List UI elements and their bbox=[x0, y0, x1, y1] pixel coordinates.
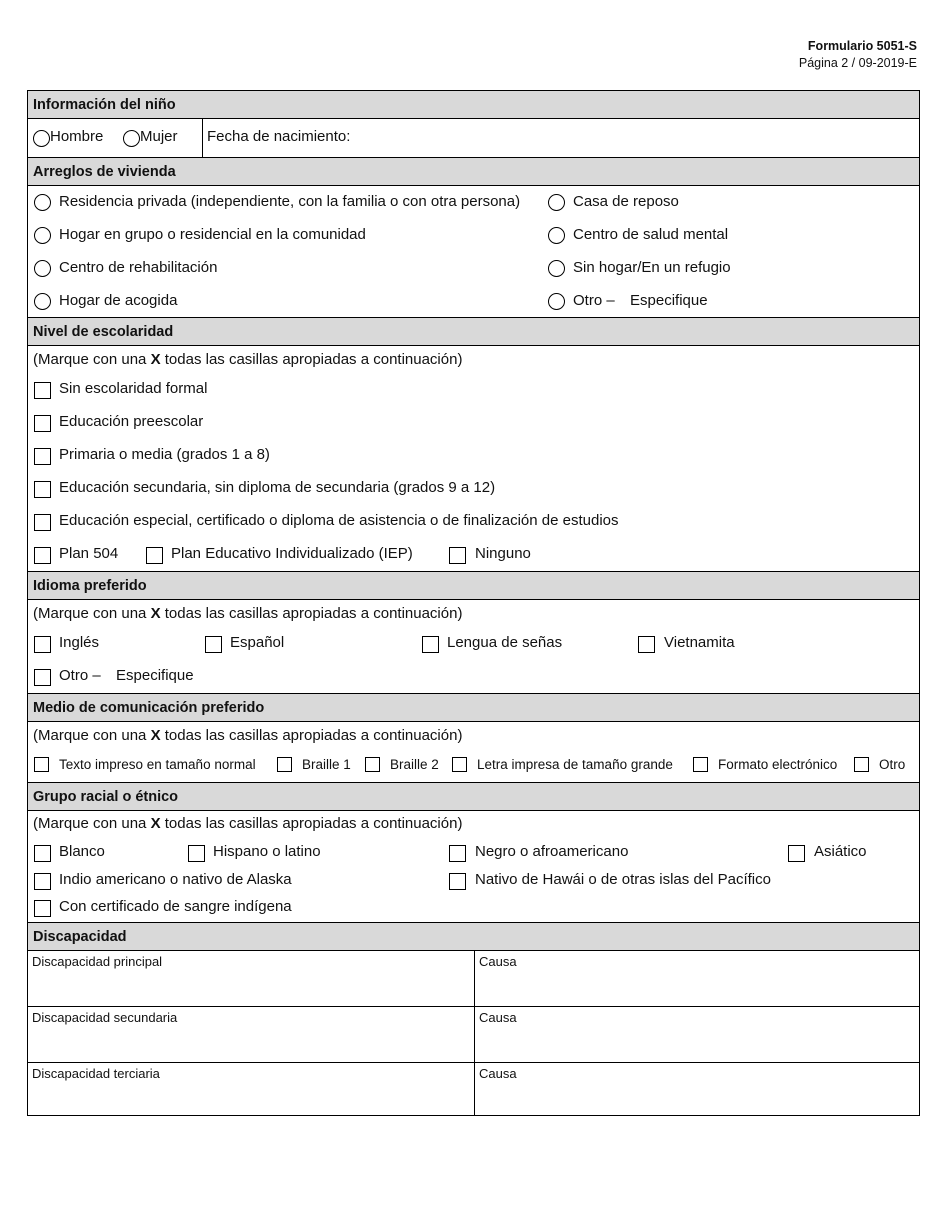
living-group-home-label: Hogar en grupo o residencial en la comunidad bbox=[59, 226, 366, 243]
tertiary-disability-field[interactable]: Discapacidad terciaria bbox=[32, 1066, 160, 1081]
language-other-checkbox[interactable] bbox=[34, 669, 51, 686]
language-vietnamese-checkbox[interactable] bbox=[638, 636, 655, 653]
schooling-special-checkbox[interactable] bbox=[34, 514, 51, 531]
male-label: Hombre bbox=[50, 128, 104, 145]
page-info: Página 2 / 09-2019-E bbox=[798, 56, 917, 70]
section-schooling-title: Nivel de escolaridad bbox=[28, 318, 919, 346]
schooling-iep-checkbox[interactable] bbox=[146, 547, 163, 564]
living-other-radio[interactable] bbox=[548, 293, 565, 310]
race-native-american-label: Indio americano o nativo de Alaska bbox=[59, 871, 292, 888]
language-instruction: (Marque con una X todas las casillas apropiadas a continuación) bbox=[33, 605, 463, 622]
living-other-label: Otro – bbox=[573, 292, 615, 309]
living-other-specify[interactable]: Especifique bbox=[630, 292, 708, 309]
race-asian-label: Asiático bbox=[814, 843, 867, 860]
schooling-iep-label: Plan Educativo Individualizado (IEP) bbox=[171, 545, 413, 562]
form-page bbox=[27, 90, 920, 1116]
living-homeless-radio[interactable] bbox=[548, 260, 565, 277]
language-english-checkbox[interactable] bbox=[34, 636, 51, 653]
race-asian-checkbox[interactable] bbox=[788, 845, 805, 862]
schooling-504-checkbox[interactable] bbox=[34, 547, 51, 564]
section-child-info-title: Información del niño bbox=[28, 91, 919, 119]
comm-braille1-label: Braille 1 bbox=[302, 757, 351, 772]
primary-cause-field[interactable]: Causa bbox=[479, 954, 517, 969]
comm-large-print-label: Letra impresa de tamaño grande bbox=[477, 757, 673, 772]
secondary-disability-field[interactable]: Discapacidad secundaria bbox=[32, 1010, 178, 1025]
disability-divider bbox=[474, 951, 475, 1115]
disability-row-line bbox=[28, 1062, 919, 1063]
communication-options bbox=[28, 722, 919, 783]
comm-braille2-checkbox[interactable] bbox=[365, 757, 380, 772]
race-indian-blood-checkbox[interactable] bbox=[34, 900, 51, 917]
living-rehab-radio[interactable] bbox=[34, 260, 51, 277]
living-foster-radio[interactable] bbox=[34, 293, 51, 310]
comm-braille2-label: Braille 2 bbox=[390, 757, 439, 772]
section-language-title: Idioma preferido bbox=[28, 572, 919, 600]
language-sign-checkbox[interactable] bbox=[422, 636, 439, 653]
living-mental-health-radio[interactable] bbox=[548, 227, 565, 244]
race-black-checkbox[interactable] bbox=[449, 845, 466, 862]
living-rehab-label: Centro de rehabilitación bbox=[59, 259, 218, 276]
schooling-special-label: Educación especial, certificado o diploma de asistencia o de finalización de estudios bbox=[59, 512, 619, 529]
section-communication-title: Medio de comunicación preferido bbox=[28, 694, 919, 722]
disability-grid bbox=[28, 951, 919, 1115]
schooling-504-label: Plan 504 bbox=[59, 545, 119, 562]
race-options bbox=[28, 811, 919, 923]
section-disability-title: Discapacidad bbox=[28, 923, 919, 951]
language-other-specify[interactable]: Especifique bbox=[116, 667, 194, 684]
living-nursing-radio[interactable] bbox=[548, 194, 565, 211]
male-radio[interactable] bbox=[33, 130, 50, 147]
race-hispanic-checkbox[interactable] bbox=[188, 845, 205, 862]
schooling-secondary-label: Educación secundaria, sin diploma de secundaria (grados 9 a 12) bbox=[59, 479, 496, 496]
living-private-label: Residencia privada (independiente, con la familia o con otra persona) bbox=[59, 193, 521, 210]
race-pacific-islander-checkbox[interactable] bbox=[449, 873, 466, 890]
schooling-options bbox=[28, 346, 919, 572]
living-mental-health-label: Centro de salud mental bbox=[573, 226, 729, 243]
living-foster-label: Hogar de acogida bbox=[59, 292, 178, 309]
race-native-american-checkbox[interactable] bbox=[34, 873, 51, 890]
section-race-title: Grupo racial o étnico bbox=[28, 783, 919, 811]
language-sign-label: Lengua de señas bbox=[447, 634, 563, 651]
living-nursing-label: Casa de reposo bbox=[573, 193, 679, 210]
female-radio[interactable] bbox=[123, 130, 140, 147]
language-options bbox=[28, 600, 919, 694]
comm-normal-print-label: Texto impreso en tamaño normal bbox=[59, 757, 256, 772]
comm-electronic-label: Formato electrónico bbox=[718, 757, 838, 772]
comm-other-label: Otro bbox=[879, 757, 906, 772]
form-header bbox=[799, 38, 917, 72]
race-instruction: (Marque con una X todas las casillas apropiadas a continuación) bbox=[33, 815, 463, 832]
tertiary-cause-field[interactable]: Causa bbox=[479, 1066, 517, 1081]
schooling-none-label: Ninguno bbox=[475, 545, 531, 562]
divider bbox=[202, 119, 203, 157]
schooling-preschool-label: Educación preescolar bbox=[59, 413, 204, 430]
race-black-label: Negro o afroamericano bbox=[475, 843, 629, 860]
schooling-instruction: (Marque con una X todas las casillas apropiadas a continuación) bbox=[33, 351, 463, 368]
section-living-title: Arreglos de vivienda bbox=[28, 158, 919, 186]
comm-normal-print-checkbox[interactable] bbox=[34, 757, 49, 772]
birth-date-label: Fecha de nacimiento: bbox=[207, 128, 351, 145]
race-white-checkbox[interactable] bbox=[34, 845, 51, 862]
language-spanish-label: Español bbox=[230, 634, 285, 651]
race-pacific-islander-label: Nativo de Hawái o de otras islas del Pacífico bbox=[475, 871, 771, 888]
living-options bbox=[28, 186, 919, 318]
schooling-none-formal-label: Sin escolaridad formal bbox=[59, 380, 208, 397]
child-info-row bbox=[28, 119, 919, 158]
language-other-label: Otro – bbox=[59, 667, 101, 684]
schooling-preschool-checkbox[interactable] bbox=[34, 415, 51, 432]
language-english-label: Inglés bbox=[59, 634, 100, 651]
language-vietnamese-label: Vietnamita bbox=[664, 634, 735, 651]
race-indian-blood-label: Con certificado de sangre indígena bbox=[59, 898, 292, 915]
comm-electronic-checkbox[interactable] bbox=[693, 757, 708, 772]
communication-instruction: (Marque con una X todas las casillas apropiadas a continuación) bbox=[33, 727, 463, 744]
schooling-primary-checkbox[interactable] bbox=[34, 448, 51, 465]
living-homeless-label: Sin hogar/En un refugio bbox=[573, 259, 731, 276]
schooling-none-checkbox[interactable] bbox=[449, 547, 466, 564]
comm-large-print-checkbox[interactable] bbox=[452, 757, 467, 772]
schooling-secondary-checkbox[interactable] bbox=[34, 481, 51, 498]
language-spanish-checkbox[interactable] bbox=[205, 636, 222, 653]
form-number: Formulario 5051-S bbox=[807, 39, 917, 53]
schooling-none-formal-checkbox[interactable] bbox=[34, 382, 51, 399]
comm-braille1-checkbox[interactable] bbox=[277, 757, 292, 772]
female-label: Mujer bbox=[140, 128, 178, 145]
living-group-home-radio[interactable] bbox=[34, 227, 51, 244]
race-hispanic-label: Hispano o latino bbox=[213, 843, 321, 860]
comm-other-checkbox[interactable] bbox=[854, 757, 869, 772]
primary-disability-field[interactable]: Discapacidad principal bbox=[32, 954, 163, 969]
schooling-primary-label: Primaria o media (grados 1 a 8) bbox=[59, 446, 270, 463]
secondary-cause-field[interactable]: Causa bbox=[479, 1010, 517, 1025]
living-private-radio[interactable] bbox=[34, 194, 51, 211]
disability-row-line bbox=[28, 1006, 919, 1007]
race-white-label: Blanco bbox=[59, 843, 105, 860]
